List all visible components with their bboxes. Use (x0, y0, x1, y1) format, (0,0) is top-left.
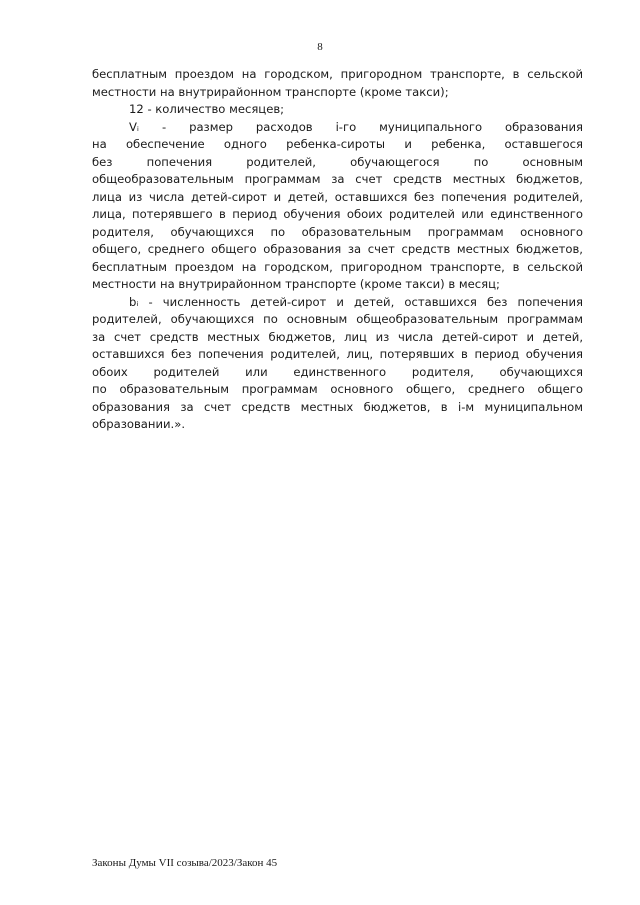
text-line: бесплатным проездом на городском, пригородном транспорте, в сельской (92, 259, 583, 274)
text-line: общеобразовательным программам за счет средств местных бюджетов, (92, 172, 583, 186)
text-line: лица из числа детей-сирот и детей, оставшихся без попечения родителей, (92, 189, 583, 204)
text-line: родителей, обучающихся по основным общеобразовательным программам (92, 312, 583, 326)
text-line: лица, потерявшего в период обучения обоих родителей или единственного (92, 207, 583, 221)
page-number: 8 (317, 41, 323, 53)
text-line: оставшихся без попечения родителей, лиц, потерявших в период обучения (92, 347, 583, 361)
document-footer: Законы Думы VII созыва/2023/Закон 45 (92, 857, 278, 869)
text-line: местности на внутрирайонном транспорте (кроме такси) в месяц; (92, 277, 500, 291)
text-line: без попечения родителей, обучающегося по основным (92, 154, 583, 169)
text-line: обоих родителей или единственного родителя, обучающихся (92, 364, 583, 379)
text-line: bᵢ - численность детей-сирот и детей, оставшихся без попечения (129, 294, 583, 309)
text-line: на обеспечение одного ребенка-сироты и ребенка, оставшегося (92, 137, 583, 151)
text-line: бесплатным проездом на городском, пригородном транспорте, в сельской (92, 67, 583, 81)
text-line: 12 - количество месяцев; (129, 102, 285, 116)
text-line: за счет средств местных бюджетов, лиц из числа детей-сирот и детей, (92, 329, 583, 344)
text-line: образовании.». (92, 417, 186, 431)
text-line: по образовательным программам основного общего, среднего общего (92, 382, 583, 396)
text-line: образования за счет средств местных бюджетов, в i-м муниципальном (92, 399, 583, 414)
text-line: местности на внутрирайонном транспорте (кроме такси); (92, 84, 449, 99)
text-line: общего, среднего общего образования за счет средств местных бюджетов, (92, 242, 583, 256)
text-line: Vᵢ - размер расходов i-го муниципального образования (129, 119, 583, 134)
text-line: родителя, обучающихся по образовательным программам основного (92, 224, 583, 239)
document-body (92, 66, 583, 434)
